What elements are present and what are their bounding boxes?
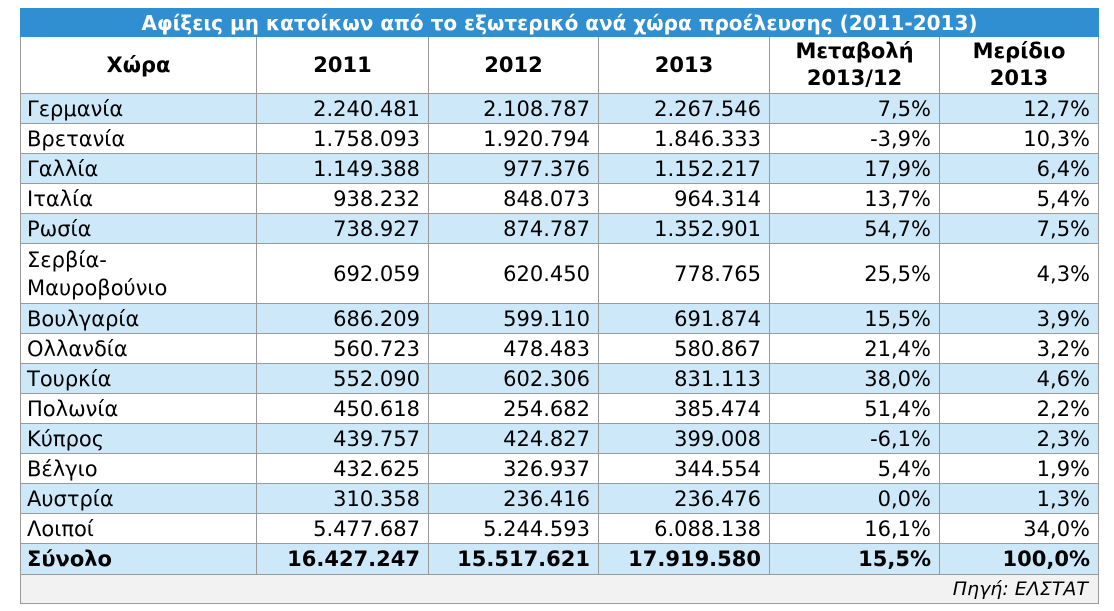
country-name: Βέλγιο [27,456,98,481]
source-row [21,575,1099,604]
table-row [21,304,1099,334]
value-2011: 2.240.481 [257,94,429,124]
country-cell [21,484,257,514]
country-name: Γαλλία [27,156,99,181]
value-share: 6,4% [940,154,1099,184]
value-2012: 326.937 [429,454,599,484]
table-row [21,424,1099,454]
total-label: Σύνολο [21,544,257,575]
value-2013: 6.088.138 [599,514,770,544]
country-cell [21,124,257,154]
country-name: Κύπρος [27,426,105,451]
value-share: 4,6% [940,364,1099,394]
value-share: 2,2% [940,394,1099,424]
value-2011: 692.059 [257,244,429,304]
country-name: Ιταλία [27,186,94,211]
value-change: 5,4% [770,454,940,484]
value-2012: 1.920.794 [429,124,599,154]
value-2012: 848.073 [429,184,599,214]
value-change: 13,7% [770,184,940,214]
value-share: 2,3% [940,424,1099,454]
country-name: Ρωσία [27,216,92,241]
country-cell [21,364,257,394]
value-2013: 580.867 [599,334,770,364]
country-cell [21,244,257,304]
table-row [21,184,1099,214]
value-change: 25,5% [770,244,940,304]
value-share: 1,9% [940,454,1099,484]
country-cell [21,454,257,484]
value-2011: 686.209 [257,304,429,334]
value-2013: 1.352.901 [599,214,770,244]
value-2013: 385.474 [599,394,770,424]
value-share: 12,7% [940,94,1099,124]
country-cell [21,184,257,214]
table-title: Αφίξεις μη κατοίκων από το εξωτερικό ανά χώρα προέλευσης (2011-2013) [21,9,1099,37]
country-cell [21,214,257,244]
value-change: -3,9% [770,124,940,154]
value-2013: 691.874 [599,304,770,334]
header-2011: 2011 [257,37,429,94]
value-2012: 599.110 [429,304,599,334]
country-cell [21,334,257,364]
header-2013: 2013 [599,37,770,94]
value-change: 51,4% [770,394,940,424]
value-2013: 1.152.217 [599,154,770,184]
value-change: 54,7% [770,214,940,244]
value-2012: 620.450 [429,244,599,304]
table-title-row [21,9,1099,37]
table-row [21,244,1099,304]
table-row [21,454,1099,484]
value-share: 3,2% [940,334,1099,364]
value-2011: 310.358 [257,484,429,514]
country-name: Λοιποί [27,516,94,541]
header-country: Χώρα [21,37,257,94]
value-2011: 1.758.093 [257,124,429,154]
country-cell [21,394,257,424]
value-share: 4,3% [940,244,1099,304]
country-cell [21,154,257,184]
value-change: 15,5% [770,304,940,334]
value-change: 38,0% [770,364,940,394]
value-share: 10,3% [940,124,1099,154]
value-2012: 5.244.593 [429,514,599,544]
table-row [21,334,1099,364]
header-2012: 2012 [429,37,599,94]
table-row [21,154,1099,184]
country-name: Αυστρία [27,486,114,511]
country-name: Βρετανία [27,126,126,151]
value-2011: 1.149.388 [257,154,429,184]
country-cell [21,514,257,544]
header-row [21,37,1099,94]
value-2012: 236.416 [429,484,599,514]
value-2013: 964.314 [599,184,770,214]
total-row [21,544,1099,575]
value-change: 16,1% [770,514,940,544]
header-change-line2: 2013/12 [806,66,903,90]
value-2013: 2.267.546 [599,94,770,124]
country-cell [21,424,257,454]
value-2012: 977.376 [429,154,599,184]
total-2013: 17.919.580 [599,544,770,575]
arrivals-table-container [20,8,1098,604]
value-share: 5,4% [940,184,1099,214]
value-2011: 450.618 [257,394,429,424]
source-note: Πηγή: ΕΛΣΤΑΤ [21,575,1099,604]
value-2013: 399.008 [599,424,770,454]
value-2011: 439.757 [257,424,429,454]
value-change: 17,9% [770,154,940,184]
value-2011: 738.927 [257,214,429,244]
total-change: 15,5% [770,544,940,575]
table-row [21,124,1099,154]
country-name: Σερβία- [27,247,107,272]
header-share-line1: Μερίδιο [972,39,1066,63]
value-2012: 478.483 [429,334,599,364]
country-name: Τουρκία [27,366,112,391]
total-2012: 15.517.621 [429,544,599,575]
value-2013: 236.476 [599,484,770,514]
header-change-line1: Μεταβολή [795,39,914,63]
table-row [21,94,1099,124]
table-row [21,214,1099,244]
value-change: 0,0% [770,484,940,514]
country-name: Πολωνία [27,396,119,421]
value-2013: 1.846.333 [599,124,770,154]
table-row [21,484,1099,514]
value-2013: 778.765 [599,244,770,304]
value-2012: 2.108.787 [429,94,599,124]
value-2013: 831.113 [599,364,770,394]
country-name-line2: Μαυροβούνιο [27,275,168,300]
value-2011: 938.232 [257,184,429,214]
value-change: -6,1% [770,424,940,454]
table-row [21,514,1099,544]
header-share [940,37,1099,94]
table-row [21,364,1099,394]
table-row [21,394,1099,424]
value-2012: 602.306 [429,364,599,394]
header-share-line2: 2013 [989,66,1049,90]
total-2011: 16.427.247 [257,544,429,575]
value-share: 7,5% [940,214,1099,244]
value-2013: 344.554 [599,454,770,484]
value-2011: 560.723 [257,334,429,364]
country-cell [21,94,257,124]
value-change: 7,5% [770,94,940,124]
country-cell [21,304,257,334]
value-2011: 432.625 [257,454,429,484]
country-name: Ολλανδία [27,336,128,361]
value-2012: 424.827 [429,424,599,454]
value-share: 34,0% [940,514,1099,544]
value-2012: 254.682 [429,394,599,424]
value-share: 1,3% [940,484,1099,514]
header-change [770,37,940,94]
value-2011: 5.477.687 [257,514,429,544]
total-share: 100,0% [940,544,1099,575]
country-name: Γερμανία [27,96,124,121]
arrivals-table [20,8,1099,604]
value-2011: 552.090 [257,364,429,394]
value-share: 3,9% [940,304,1099,334]
country-name: Βουλγαρία [27,306,140,331]
value-2012: 874.787 [429,214,599,244]
value-change: 21,4% [770,334,940,364]
